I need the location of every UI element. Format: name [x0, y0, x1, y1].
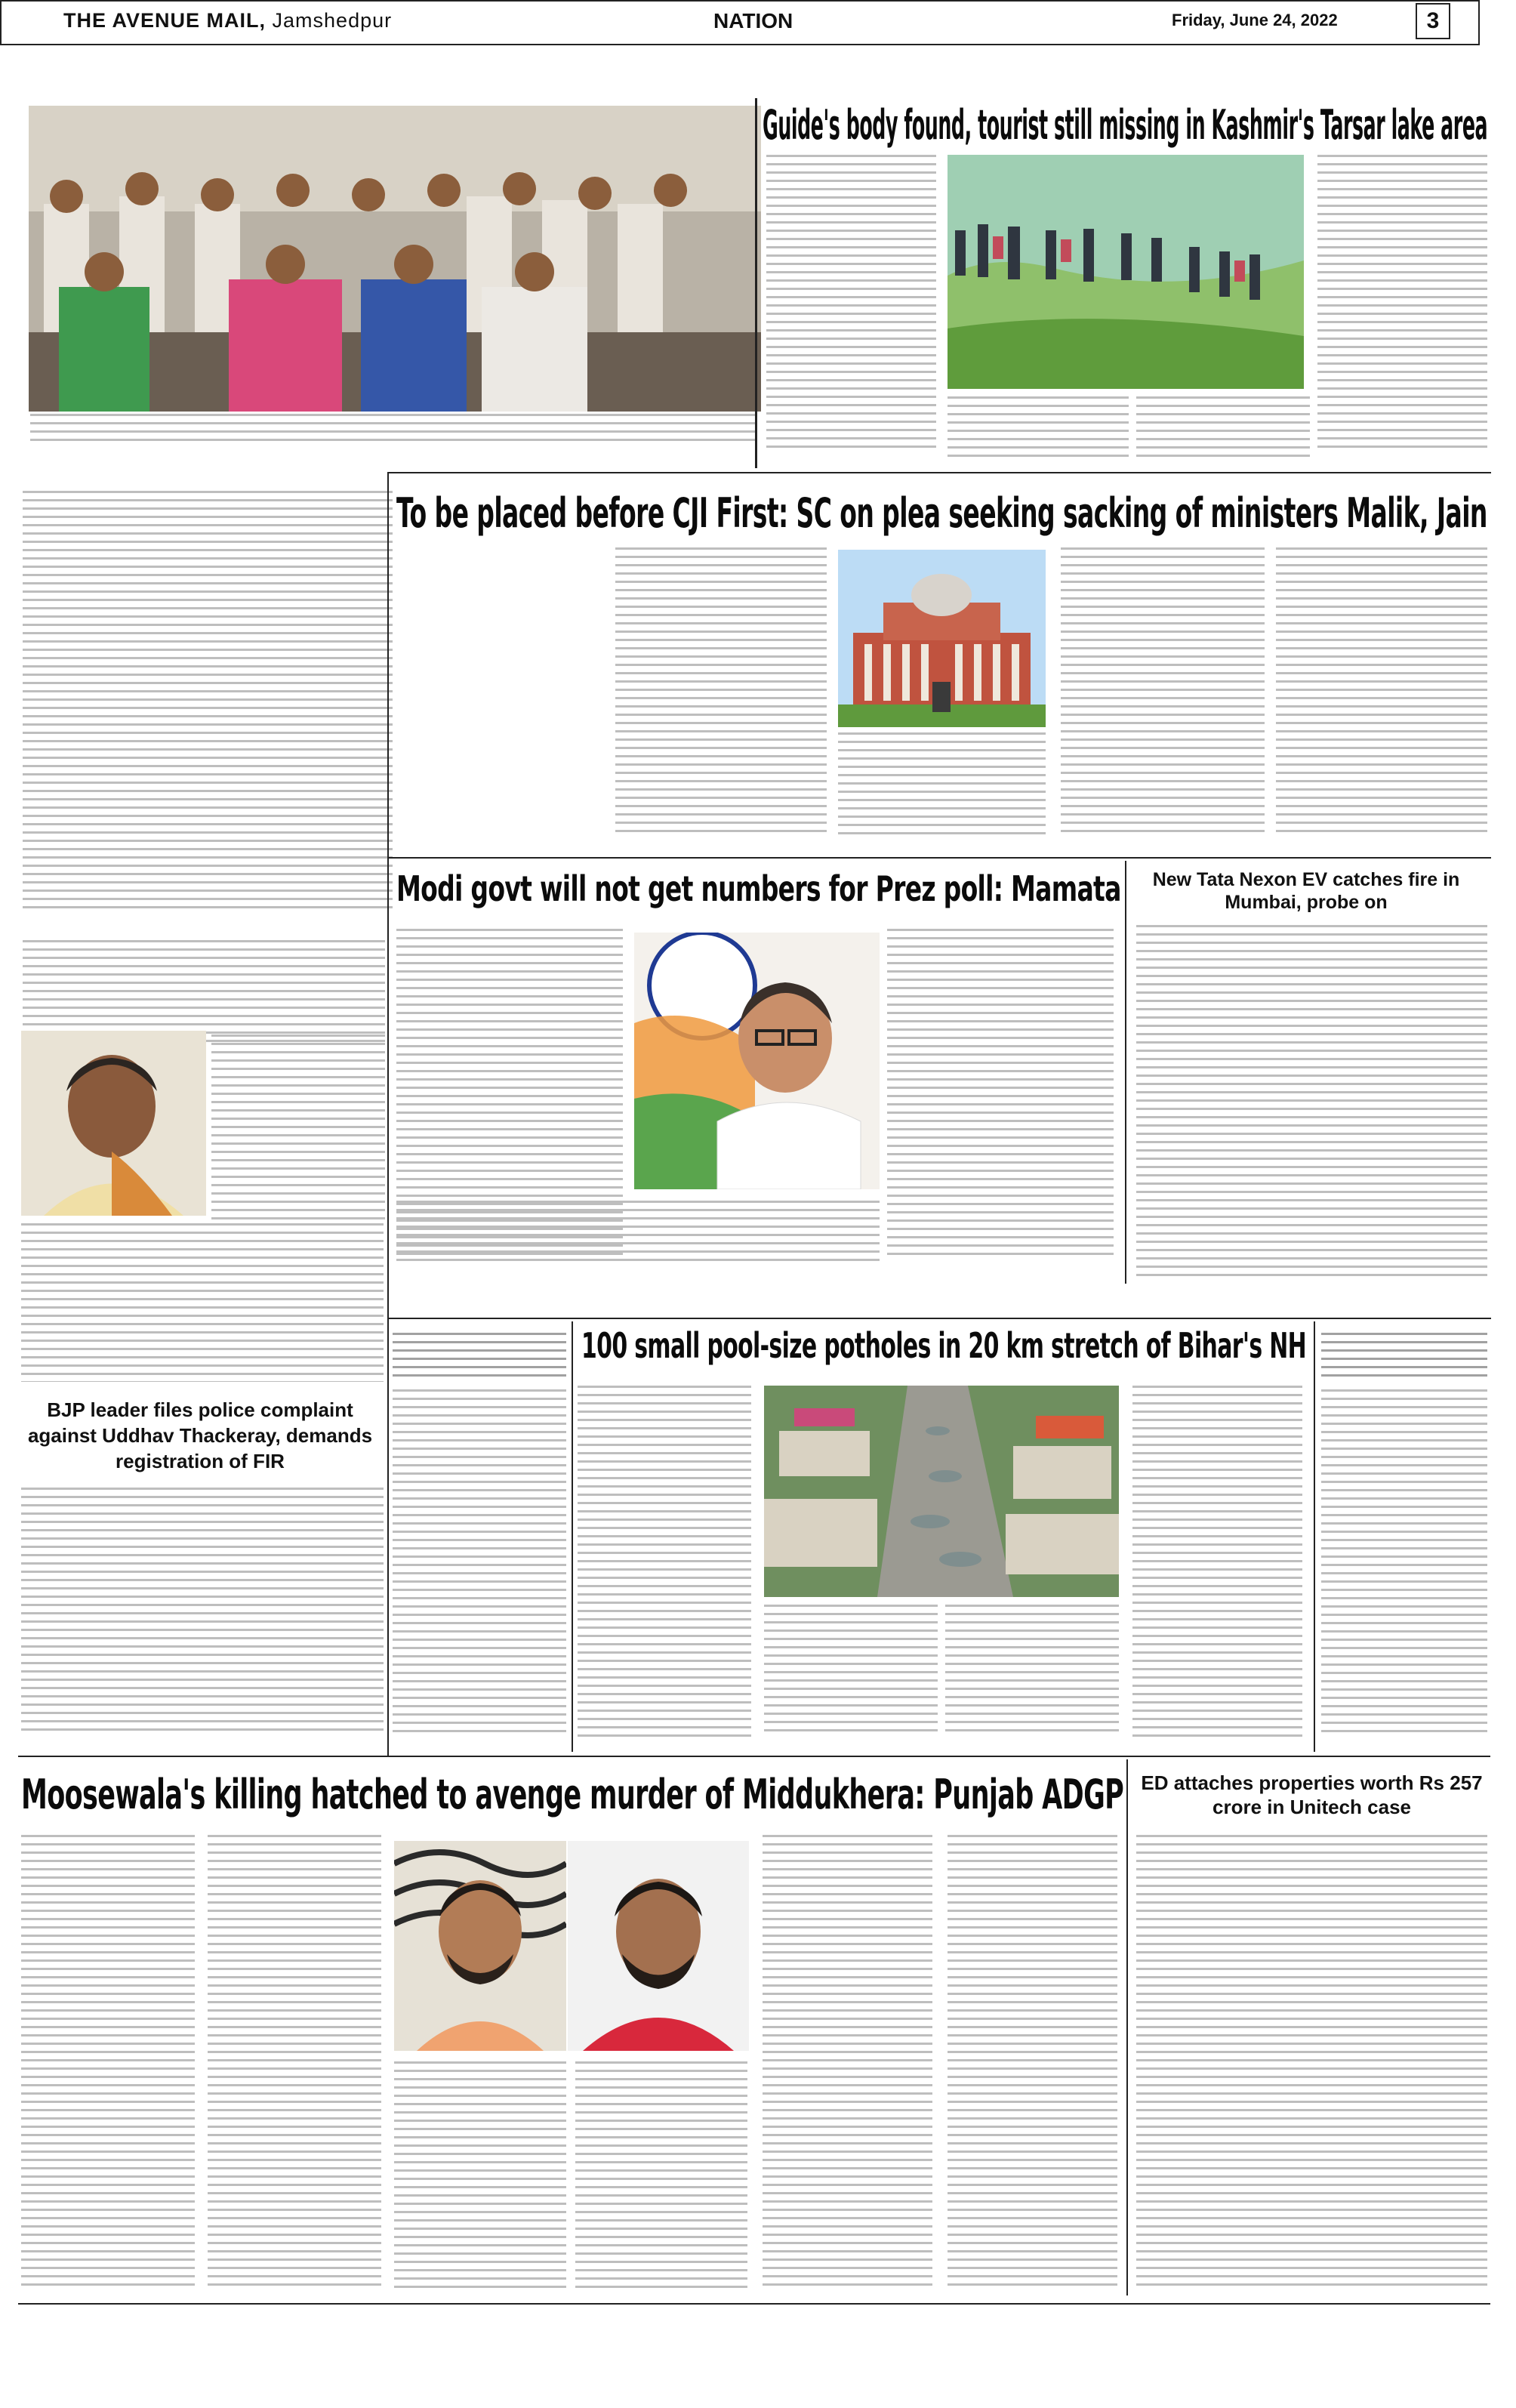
potholes-text-col3 [945, 1605, 1119, 1737]
issue-date: Friday, June 24, 2022 [1172, 11, 1338, 29]
paper-city: Jamshedpur [272, 9, 393, 32]
supreme-court-photo [838, 550, 1046, 727]
woman-portrait-icon [21, 1031, 206, 1216]
page-masthead [0, 0, 1480, 45]
search-team-at-lake-photo-icon [948, 155, 1304, 389]
headline-potholes: 100 small pool-size potholes in 20 km stretch of Bihar's NH [581, 1325, 1307, 1366]
sc-text-col3 [1061, 547, 1265, 834]
mamata-photo [634, 933, 880, 1189]
moosewala-text-col1 [21, 1835, 195, 2288]
guide-body-text-col4 [1317, 155, 1487, 453]
guide-body-text-col3 [1136, 396, 1310, 457]
accused-man-red-shirt-portrait-icon [568, 1841, 749, 2051]
mamata-text-col2 [887, 929, 1114, 1261]
sc-text-col2 [838, 732, 1046, 834]
moosewala-text-col4 [575, 2061, 747, 2288]
potholes-text-col1 [578, 1386, 751, 1737]
moosewala-text-col5 [763, 1835, 932, 2288]
murmu-photo [21, 1031, 206, 1216]
guide-body-text-col2 [948, 396, 1129, 457]
page-number: 3 [1416, 3, 1450, 39]
moosewala-text-col6 [948, 1835, 1117, 2288]
paper-name [63, 9, 392, 32]
right-short-heading [1321, 1333, 1487, 1382]
prez-poll-text-col2 [21, 1223, 384, 1382]
group-photo [29, 106, 761, 412]
divider [755, 98, 757, 468]
headline-ed-properties: ED attaches properties worth Rs 257 crore in Unitech case [1141, 1771, 1483, 1818]
divider [18, 1756, 1490, 1757]
short-article-text [393, 1389, 566, 1737]
headline-moosewala: Moosewala's killing hatched to avenge murder of Middukhera: Punjab ADGP [21, 1771, 1124, 1818]
headline-sc-malik-jain: To be placed before CJI First: SC on plea seeking sacking of ministers Malik, Jain [396, 489, 1487, 537]
mamata-text-col3 [396, 1201, 880, 1261]
potholes-text-col4 [1132, 1386, 1302, 1737]
headline-tata-nexon: New Tata Nexon EV catches fire in Mumbai, probe on [1152, 869, 1460, 913]
section-name: NATION [713, 9, 793, 32]
left-column-text-2 [23, 940, 385, 1046]
moosewala-text-col2 [208, 1835, 381, 2288]
divider [389, 1318, 1491, 1319]
supreme-court-building-photo-icon [838, 550, 1046, 727]
divider [1126, 1759, 1128, 2295]
bjp-thackeray-text [21, 1488, 384, 1737]
divider [18, 2303, 1490, 2305]
lake-search-photo [948, 155, 1304, 389]
divider [1314, 1321, 1315, 1752]
short-article-heading [393, 1333, 566, 1382]
headline-bjp-thackeray: BJP leader files police complaint against Uddhav Thackeray, demands registration of FIR [27, 1398, 373, 1472]
group-of-people-photo-icon [29, 106, 761, 412]
right-short-text [1321, 1389, 1487, 1737]
left-column-text [23, 491, 393, 914]
mamata-banerjee-portrait-icon [634, 933, 880, 1189]
tata-nexon-text [1136, 925, 1487, 1280]
accused-photo-2 [568, 1841, 749, 2051]
divider [387, 472, 389, 1756]
divider [572, 1321, 573, 1752]
potholes-text-col2 [764, 1605, 938, 1737]
sc-text-col4 [1276, 547, 1487, 834]
highway-photo [764, 1386, 1119, 1597]
divider [389, 472, 1491, 473]
sc-text-col0 [615, 547, 827, 834]
guide-body-text-col1 [766, 155, 936, 453]
paper-title: THE AVENUE MAIL, [63, 9, 267, 32]
photo-caption-lines [30, 414, 755, 441]
ed-properties-text [1136, 1835, 1487, 2288]
divider [1125, 861, 1126, 1284]
divider [389, 857, 1491, 859]
headline-mamata: Modi govt will not get numbers for Prez poll: Mamata [396, 868, 1121, 909]
potholed-highway-photo-icon [764, 1386, 1119, 1597]
headline-guide-body: Guide's body found, tourist still missing in Kashmir's Tarsar lake area [763, 101, 1488, 149]
accused-photo-1 [394, 1841, 566, 2051]
accused-man-portrait-icon [394, 1841, 566, 2051]
moosewala-text-col3 [394, 2061, 566, 2288]
prez-poll-text-col1 [211, 1034, 385, 1219]
